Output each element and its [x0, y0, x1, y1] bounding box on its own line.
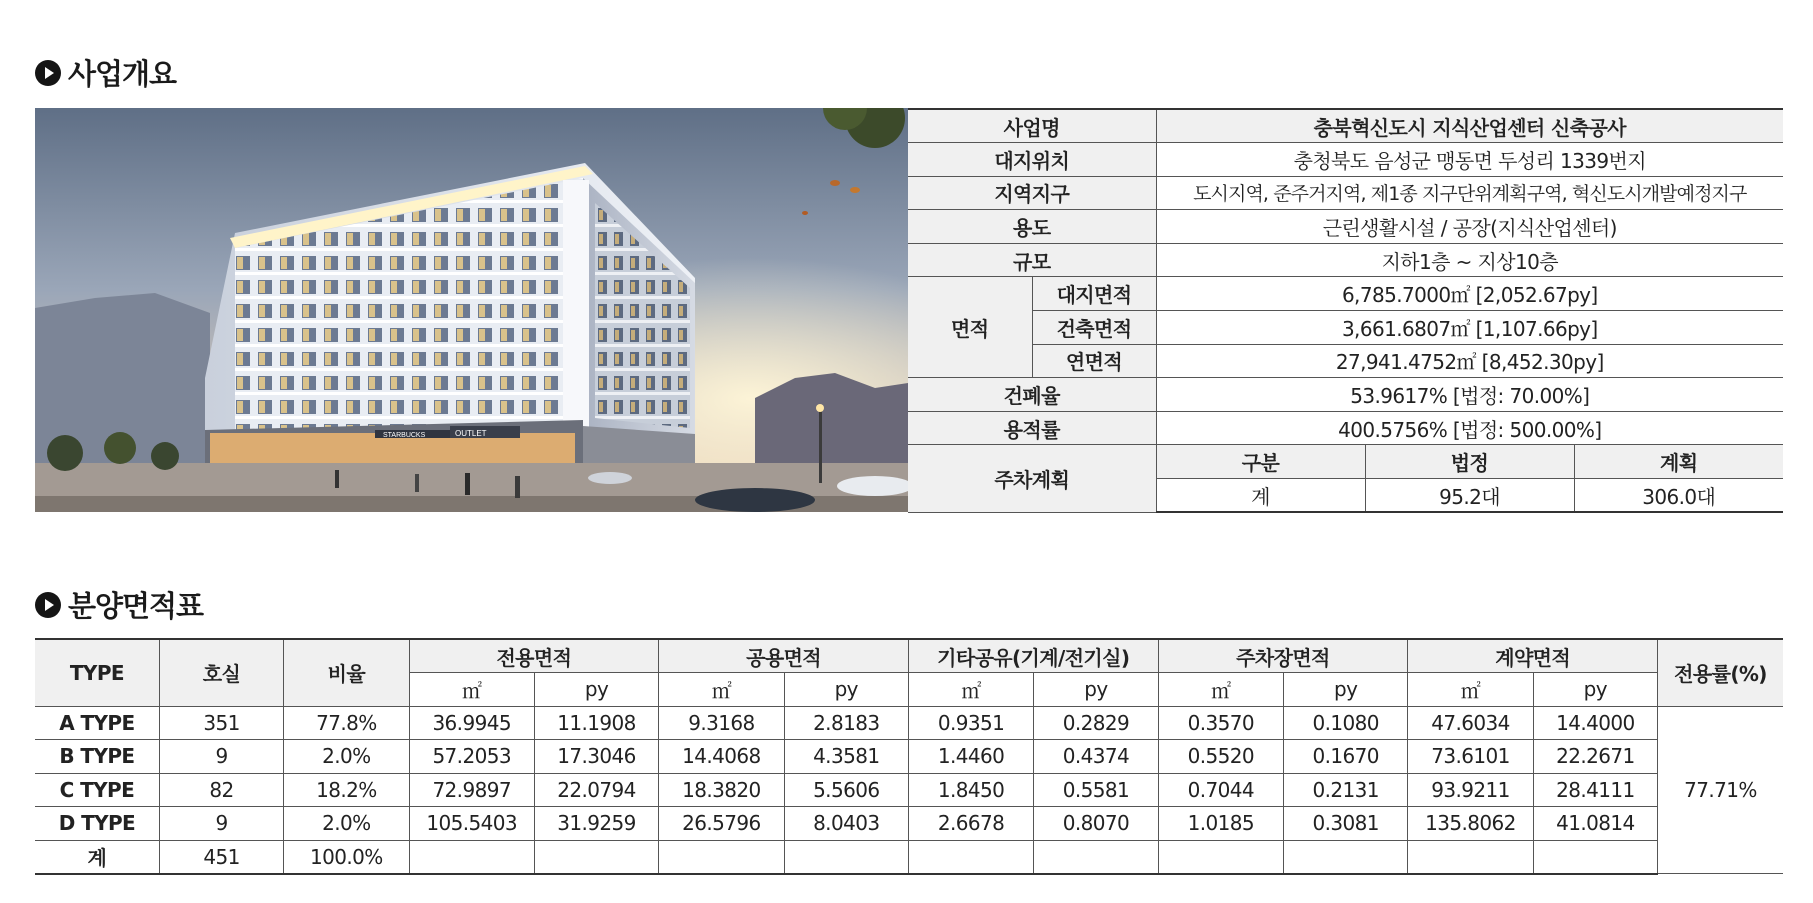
- cell-other-m2: 0.9351: [908, 706, 1033, 740]
- zone-label: 지역지구: [908, 176, 1156, 210]
- building-rendering-image: [35, 108, 908, 512]
- zone-value: 도시지역, 준주거지역, 제1종 지구단위계획구역, 혁신도시개발예정지구: [1156, 176, 1783, 210]
- sign-outlet: OUTLET: [455, 429, 487, 438]
- col-type: TYPE: [35, 639, 159, 706]
- cell-ratio: 18.2%: [284, 773, 409, 807]
- parking-row-label: 계: [1156, 479, 1365, 513]
- cell-common-py: 5.5606: [784, 773, 908, 807]
- cell-ratio: 2.0%: [284, 807, 409, 841]
- table-row: [35, 706, 1783, 740]
- col-common-area: 공용면적: [659, 639, 909, 673]
- play-circle-icon: [35, 60, 61, 86]
- scale-label: 규모: [908, 243, 1156, 277]
- cell-units-total: 451: [159, 840, 283, 874]
- cell-common-py: 8.0403: [784, 807, 908, 841]
- cell-contract-py: 28.4111: [1533, 773, 1657, 807]
- col-other-shared: 기타공유(기계/전기실): [908, 639, 1158, 673]
- section-title-sale-area: [35, 584, 203, 625]
- cell-other-m2: 2.6678: [908, 807, 1033, 841]
- far-label: 용적률: [908, 411, 1156, 445]
- cell-parking-py: 0.3081: [1283, 807, 1407, 841]
- sale-area-table: [35, 638, 1783, 875]
- land-area-value: 6,785.7000㎡ [2,052.67py]: [1156, 277, 1783, 311]
- cell-other-py: 0.2829: [1034, 706, 1158, 740]
- cell-type: D TYPE: [35, 807, 159, 841]
- parking-legal-value: 95.2대: [1365, 479, 1574, 513]
- cell-contract-m2: 135.8062: [1408, 807, 1533, 841]
- parking-col-category: 구분: [1156, 445, 1365, 479]
- table-header-row: [35, 639, 1783, 673]
- project-name-value: 충북혁신도시 지식산업센터 신축공사: [1156, 109, 1783, 143]
- cell-exclusive-py: 11.1908: [534, 706, 658, 740]
- cell-other-py: 0.5581: [1034, 773, 1158, 807]
- col-unit-m2: ㎡: [1158, 673, 1283, 707]
- cell-exclusive-m2: 57.2053: [409, 740, 534, 774]
- project-overview-table: [908, 108, 1783, 513]
- col-exclusive-area: 전용면적: [409, 639, 659, 673]
- table-row: [908, 109, 1783, 143]
- building-area-label: 건축면적: [1032, 311, 1156, 345]
- cell-exclusive-m2: 105.5403: [409, 807, 534, 841]
- cell-contract-m2: 73.6101: [1408, 740, 1533, 774]
- table-row: [35, 773, 1783, 807]
- cell-empty: [784, 840, 908, 874]
- cell-contract-py: 41.0814: [1533, 807, 1657, 841]
- bcr-value: 53.9617% [법정: 70.00%]: [1156, 378, 1783, 412]
- cell-contract-py: 14.4000: [1533, 706, 1657, 740]
- col-unit-py: py: [1283, 673, 1407, 707]
- cell-parking-py: 0.2131: [1283, 773, 1407, 807]
- cell-type: B TYPE: [35, 740, 159, 774]
- cell-units: 351: [159, 706, 283, 740]
- cell-empty: [1408, 840, 1533, 874]
- cell-parking-m2: 0.7044: [1158, 773, 1283, 807]
- cell-units: 82: [159, 773, 283, 807]
- col-unit-py: py: [784, 673, 908, 707]
- parking-col-plan: 계획: [1574, 445, 1783, 479]
- cell-common-m2: 9.3168: [659, 706, 784, 740]
- cell-empty: [534, 840, 658, 874]
- area-label: 면적: [908, 277, 1032, 378]
- cell-exclusive-py: 22.0794: [534, 773, 658, 807]
- cell-type-total: 계: [35, 840, 159, 874]
- building-area-value: 3,661.6807㎡ [1,107.66py]: [1156, 311, 1783, 345]
- floor-area-value: 27,941.4752㎡ [8,452.30py]: [1156, 344, 1783, 378]
- parking-col-legal: 법정: [1365, 445, 1574, 479]
- site-label: 대지위치: [908, 143, 1156, 177]
- table-row: [908, 344, 1783, 378]
- col-unit-m2: ㎡: [1408, 673, 1533, 707]
- col-unit-m2: ㎡: [409, 673, 534, 707]
- cell-parking-m2: 1.0185: [1158, 807, 1283, 841]
- cell-units: 9: [159, 807, 283, 841]
- cell-empty: [1158, 840, 1283, 874]
- play-circle-icon: [35, 592, 61, 618]
- col-contract-area: 계약면적: [1408, 639, 1658, 673]
- cell-empty: [1283, 840, 1407, 874]
- cell-empty: [409, 840, 534, 874]
- scale-value: 지하1층 ~ 지상10층: [1156, 243, 1783, 277]
- cell-ratio: 77.8%: [284, 706, 409, 740]
- floor-area-label: 연면적: [1032, 344, 1156, 378]
- cell-other-py: 0.4374: [1034, 740, 1158, 774]
- cell-exclusive-py: 17.3046: [534, 740, 658, 774]
- cell-other-py: 0.8070: [1034, 807, 1158, 841]
- project-name-label: 사업명: [908, 109, 1156, 143]
- land-area-label: 대지면적: [1032, 277, 1156, 311]
- col-unit-m2: ㎡: [659, 673, 784, 707]
- site-value: 충청북도 음성군 맹동면 두성리 1339번지: [1156, 143, 1783, 177]
- cell-parking-m2: 0.3570: [1158, 706, 1283, 740]
- cell-common-m2: 18.3820: [659, 773, 784, 807]
- parking-label: 주차계획: [908, 445, 1156, 512]
- cell-type: A TYPE: [35, 706, 159, 740]
- cell-contract-m2: 93.9211: [1408, 773, 1533, 807]
- table-row: [908, 311, 1783, 345]
- cell-empty: [1533, 840, 1657, 874]
- cell-exclusive-m2: 36.9945: [409, 706, 534, 740]
- col-unit-m2: ㎡: [908, 673, 1033, 707]
- cell-other-m2: 1.8450: [908, 773, 1033, 807]
- cell-units: 9: [159, 740, 283, 774]
- table-row: [908, 411, 1783, 445]
- col-parking-area: 주차장면적: [1158, 639, 1408, 673]
- cell-common-m2: 26.5796: [659, 807, 784, 841]
- col-units: 호실: [159, 639, 283, 706]
- bcr-label: 건폐율: [908, 378, 1156, 412]
- cell-exclusive-m2: 72.9897: [409, 773, 534, 807]
- col-exclusive-rate: 전용률(%): [1658, 639, 1783, 706]
- cell-empty: [659, 840, 784, 874]
- col-unit-py: py: [534, 673, 658, 707]
- table-row: [35, 740, 1783, 774]
- cell-contract-py: 22.2671: [1533, 740, 1657, 774]
- table-row: [908, 243, 1783, 277]
- cell-parking-py: 0.1080: [1283, 706, 1407, 740]
- table-row: [908, 378, 1783, 412]
- cell-ratio: 2.0%: [284, 740, 409, 774]
- cell-empty: [1034, 840, 1158, 874]
- far-value: 400.5756% [법정: 500.00%]: [1156, 411, 1783, 445]
- cell-exclusive-rate: 77.71%: [1658, 706, 1783, 874]
- table-row: [35, 807, 1783, 841]
- col-unit-py: py: [1034, 673, 1158, 707]
- cell-empty: [908, 840, 1033, 874]
- cell-other-m2: 1.4460: [908, 740, 1033, 774]
- cell-parking-py: 0.1670: [1283, 740, 1407, 774]
- section-title-text: 사업개요: [68, 57, 177, 91]
- sign-starbucks: STARBUCKS: [383, 432, 426, 439]
- use-label: 용도: [908, 210, 1156, 244]
- table-row-total: [35, 840, 1783, 874]
- cell-ratio-total: 100.0%: [284, 840, 409, 874]
- table-row: [908, 210, 1783, 244]
- table-row: [908, 445, 1783, 479]
- section-title-overview: [35, 52, 176, 93]
- parking-plan-value: 306.0대: [1574, 479, 1783, 513]
- cell-common-py: 2.8183: [784, 706, 908, 740]
- col-ratio: 비율: [284, 639, 409, 706]
- cell-parking-m2: 0.5520: [1158, 740, 1283, 774]
- cell-common-m2: 14.4068: [659, 740, 784, 774]
- cell-exclusive-py: 31.9259: [534, 807, 658, 841]
- table-row: [908, 143, 1783, 177]
- cell-contract-m2: 47.6034: [1408, 706, 1533, 740]
- table-row: [908, 277, 1783, 311]
- col-unit-py: py: [1533, 673, 1657, 707]
- table-row: [908, 176, 1783, 210]
- section-title-text: 분양면적표: [68, 589, 204, 623]
- cell-type: C TYPE: [35, 773, 159, 807]
- cell-common-py: 4.3581: [784, 740, 908, 774]
- use-value: 근린생활시설 / 공장(지식산업센터): [1156, 210, 1783, 244]
